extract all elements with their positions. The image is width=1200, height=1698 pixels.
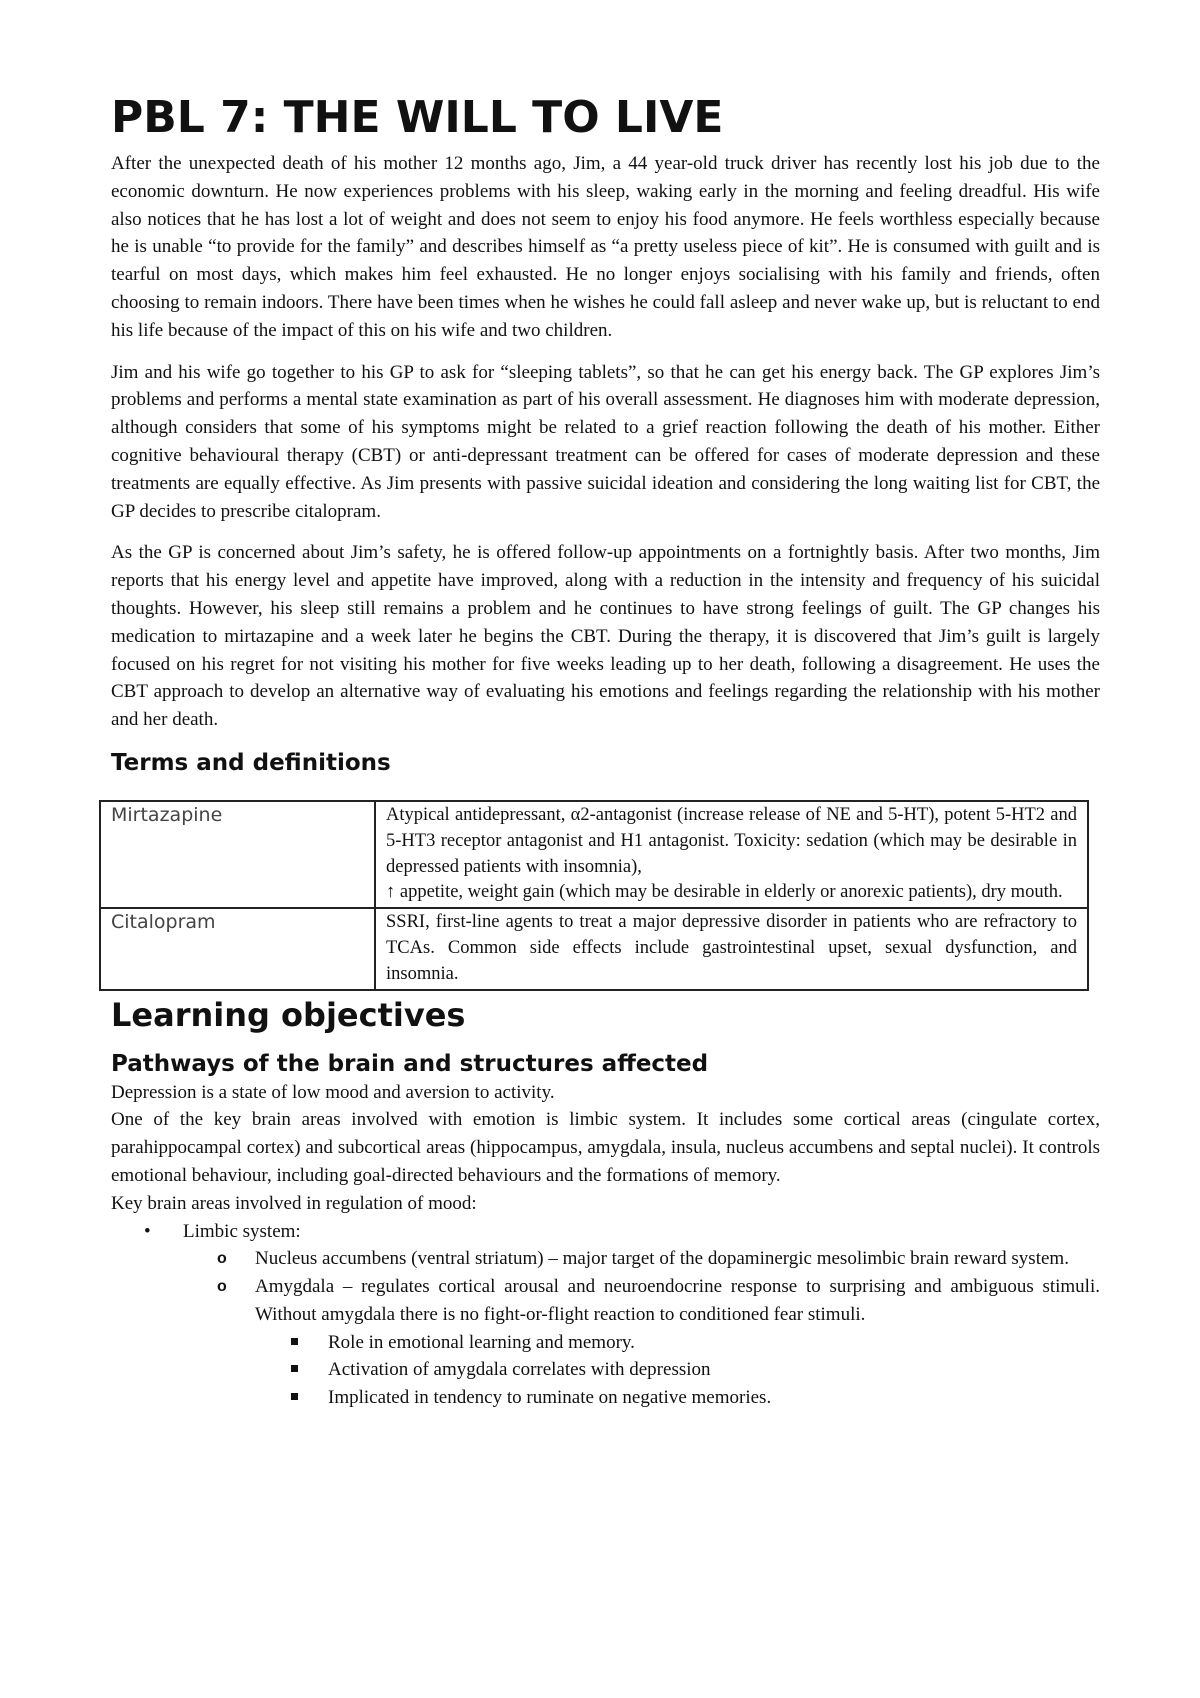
objective-line: Key brain areas involved in regulation of mood: <box>111 1192 477 1214</box>
definition-text: ↑ appetite, weight gain (which may be desirable in elderly or anorexic patients), dry mouth. <box>386 882 1063 903</box>
bullet-square-icon <box>291 1338 298 1345</box>
bullet-dot-icon: • <box>144 1220 151 1242</box>
list-item-text: Nucleus accumbens (ventral striatum) – major target of the dopaminergic mesolimbic brain reward system. <box>255 1248 1069 1270</box>
case-paragraph-2: Jim and his wife go together to his GP to ask for “sleeping tablets”, so that he can get his energy back. The GP explores Jim’s problems and performs a mental state examination as part of his overall assessment. He diagnoses him with moderate depression, although considers that some of his symptoms might be related to a grief reaction following the death of his mother. Either cognitive behavioural therapy (CBT) or anti-depressant treatment can be offered for cases of moderate depression and these treatments are equally effective. As Jim presents with passive suicidal ideation and considering the long waiting list for CBT, the GP decides to prescribe citalopram. <box>111 361 1100 522</box>
list-item <box>111 1273 1100 1329</box>
term-cell: Citalopram <box>100 908 375 989</box>
table-row <box>100 908 1088 989</box>
bullet-circle-icon: o <box>217 1250 227 1268</box>
objective-line: One of the key brain areas involved with emotion is limbic system. It includes some cortical areas (cingulate cortex, parahippocampal cortex) and subcortical areas (hippocampus, amygdala, insula, nucleus accumbens and septal nuclei). It controls emotional behaviour, including goal-directed behaviours and the formations of memory. <box>111 1109 1100 1186</box>
pathways-subheading: Pathways of the brain and structures affected <box>111 1050 709 1077</box>
bullet-square-icon <box>291 1365 298 1372</box>
terms-table <box>99 800 1089 991</box>
bullet-square-icon <box>291 1393 298 1400</box>
table-row <box>100 801 1088 908</box>
brain-areas-list <box>111 1218 1100 1413</box>
term-cell: Mirtazapine <box>100 801 375 908</box>
case-paragraph-1: After the unexpected death of his mother 12 months ago, Jim, a 44 year-old truck driver has recently lost his job due to the economic downturn. He now experiences problems with his sleep, waking early in the morning and feeling dreadful. His wife also notices that he has lost a lot of weight and does not seem to enjoy his food anymore. He feels worthless especially because he is unable “to provide for the family” and describes himself as “a pretty useless piece of kit”. He is consumed with guilt and is tearful on most days, which makes him feel exhausted. He no longer enjoys socialising with his family and friends, often choosing to remain indoors. There have been times when he wishes he could fall asleep and never wake up, but is reluctant to end his life because of the impact of this on his wife and two children. <box>111 153 1100 341</box>
list-item-text: Implicated in tendency to ruminate on negative memories. <box>328 1387 772 1409</box>
page-title: PBL 7: THE WILL TO LIVE <box>111 92 724 143</box>
list-item-text: Amygdala – regulates cortical arousal and neuroendocrine response to surprising and ambiguous stimuli. Without amygdala there is no fight-or-flight reaction to conditioned fear stimuli. <box>255 1276 1100 1325</box>
list-item <box>111 1245 1100 1273</box>
bullet-circle-icon: o <box>217 1278 227 1296</box>
learning-objectives-heading: Learning objectives <box>111 995 466 1034</box>
objective-line: Depression is a state of low mood and aversion to activity. <box>111 1081 555 1103</box>
terms-heading: Terms and definitions <box>111 749 391 776</box>
list-item <box>111 1218 1100 1246</box>
document-page <box>111 92 1100 1412</box>
list-item <box>111 1384 1100 1412</box>
list-item-text: Role in emotional learning and memory. <box>328 1331 635 1353</box>
list-item-text: Activation of amygdala correlates with depression <box>328 1359 711 1381</box>
definition-text: SSRI, first-line agents to treat a major depressive disorder in patients who are refractory to TCAs. Common side effects include gastrointestinal upset, sexual dysfunction, and insomnia. <box>386 912 1077 984</box>
definition-cell <box>375 801 1088 908</box>
list-item-text: Limbic system: <box>183 1220 301 1242</box>
list-item <box>111 1356 1100 1384</box>
definition-cell <box>375 908 1088 989</box>
case-paragraph-3: As the GP is concerned about Jim’s safety, he is offered follow-up appointments on a fortnightly basis. After two months, Jim reports that his energy level and appetite have improved, along with a reduction in the intensity and frequency of his suicidal thoughts. However, his sleep still remains a problem and he continues to have strong feelings of guilt. The GP changes his medication to mirtazapine and a week later he begins the CBT. During the therapy, it is discovered that Jim’s guilt is largely focused on his regret for not visiting his mother for five weeks leading up to her death, following a disagreement. He uses the CBT approach to develop an alternative way of evaluating his emotions and feelings regarding the relationship with his mother and her death. <box>111 542 1100 731</box>
definition-text: Atypical antidepressant, α2-antagonist (increase release of NE and 5-HT), potent 5-HT2 and 5-HT3 receptor antagonist and H1 antagonist. Toxicity: sedation (which may be desirable in depressed patients with insomnia), <box>386 804 1077 877</box>
list-item <box>111 1329 1100 1357</box>
